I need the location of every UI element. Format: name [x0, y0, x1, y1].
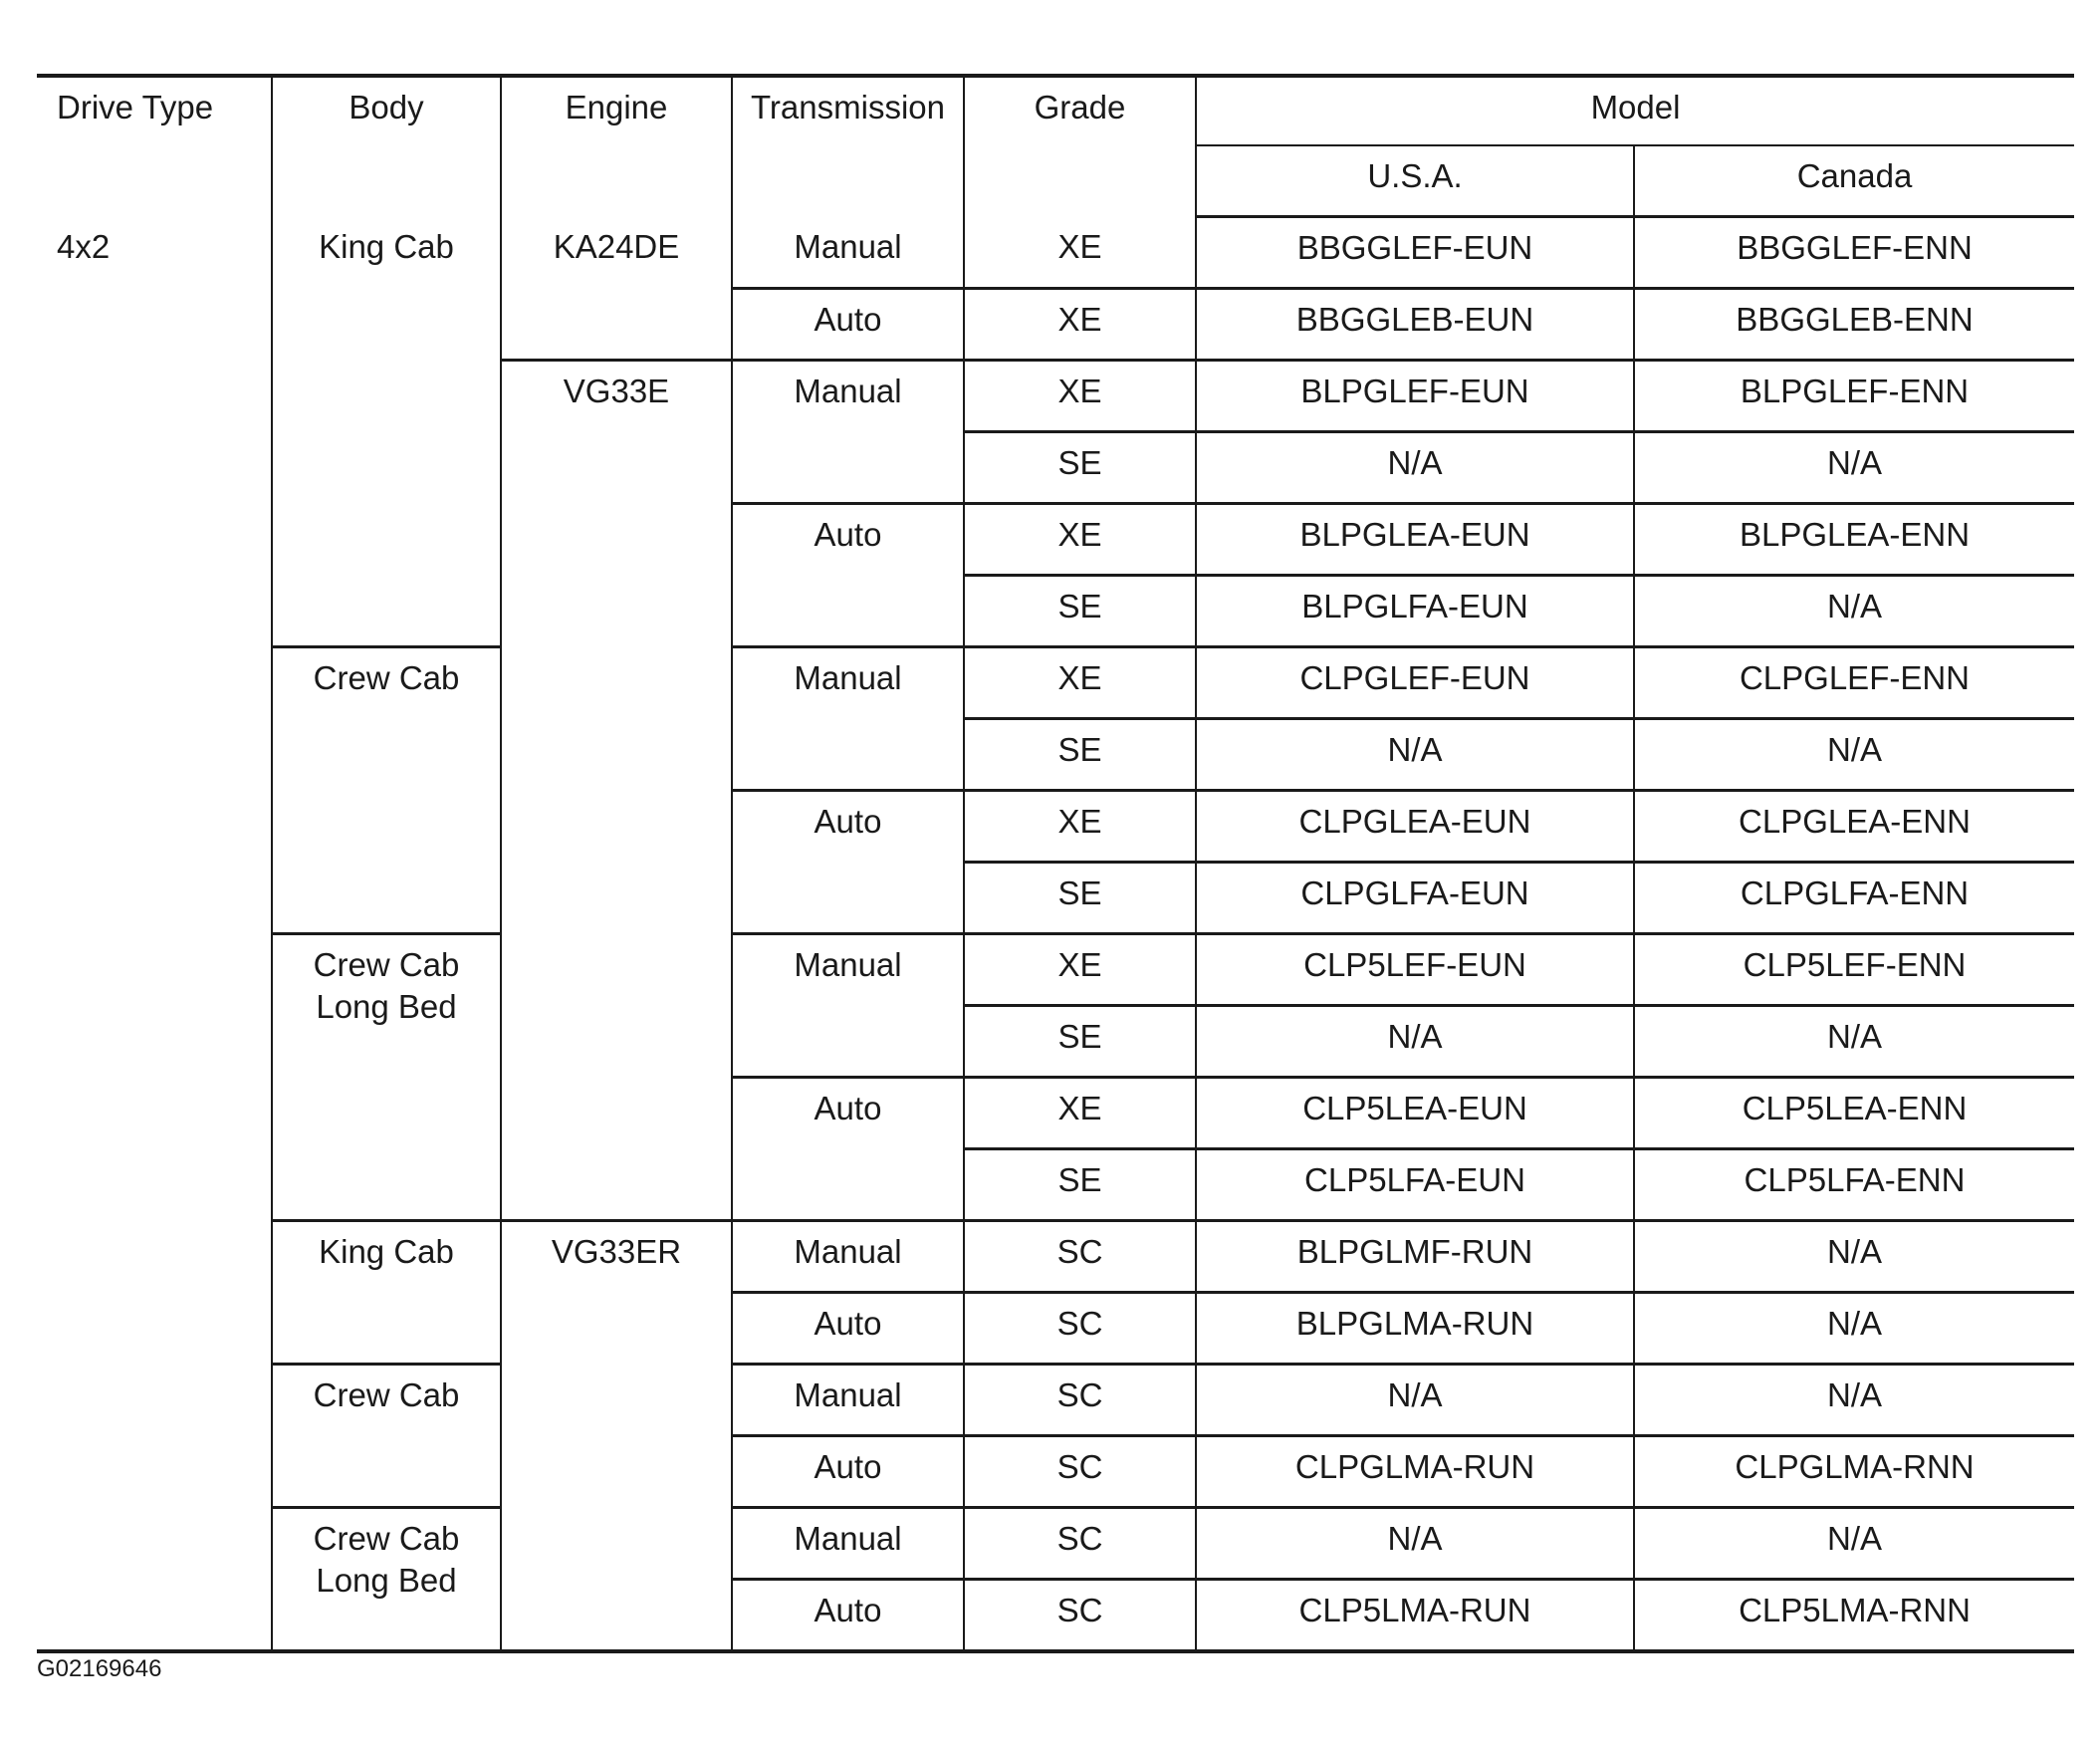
transmission-cell: Auto [732, 504, 964, 647]
transmission-cell: Manual [732, 361, 964, 504]
transmission-cell: Manual [732, 1365, 964, 1436]
engine-cell: VG33ER [501, 1221, 732, 1652]
header-usa: U.S.A. [1196, 145, 1634, 217]
header-model: Model [1196, 76, 2074, 145]
transmission-cell: Auto [732, 1293, 964, 1365]
canada-model-cell: N/A [1634, 1006, 2074, 1078]
usa-model-cell: N/A [1196, 1006, 1634, 1078]
header-engine: Engine [501, 76, 732, 217]
grade-cell: SE [964, 1149, 1196, 1221]
body-cell: Crew Cab [272, 1365, 501, 1508]
grade-cell: XE [964, 1078, 1196, 1149]
usa-model-cell: CLPGLEA-EUN [1196, 791, 1634, 863]
canada-model-cell: N/A [1634, 576, 2074, 647]
grade-cell: XE [964, 934, 1196, 1006]
canada-model-cell: N/A [1634, 1508, 2074, 1580]
grade-cell: SC [964, 1221, 1196, 1293]
usa-model-cell: N/A [1196, 719, 1634, 791]
transmission-cell: Auto [732, 1436, 964, 1508]
usa-model-cell: N/A [1196, 432, 1634, 504]
transmission-cell: Auto [732, 1580, 964, 1652]
canada-model-cell: BLPGLEF-ENN [1634, 361, 2074, 432]
body-line-2: Long Bed [316, 988, 457, 1025]
header-grade: Grade [964, 76, 1196, 217]
usa-model-cell: BBGGLEF-EUN [1196, 217, 1634, 289]
header-drive-type: Drive Type [57, 89, 214, 125]
canada-model-cell: N/A [1634, 1221, 2074, 1293]
usa-model-cell: N/A [1196, 1508, 1634, 1580]
usa-model-cell: BLPGLMA-RUN [1196, 1293, 1634, 1365]
usa-model-cell: BBGGLEB-EUN [1196, 289, 1634, 361]
transmission-cell: Manual [732, 1508, 964, 1580]
transmission-cell: Auto [732, 1078, 964, 1221]
transmission-cell: Manual [732, 934, 964, 1078]
body-cell: Crew Cab [272, 647, 501, 934]
usa-model-cell: CLPGLEF-EUN [1196, 647, 1634, 719]
grade-cell: SE [964, 432, 1196, 504]
drive-type-cell: 4x2 [37, 217, 272, 1652]
canada-model-cell: BBGGLEB-ENN [1634, 289, 2074, 361]
canada-model-cell: N/A [1634, 432, 2074, 504]
grade-cell: SC [964, 1508, 1196, 1580]
canada-model-cell: CLPGLEA-ENN [1634, 791, 2074, 863]
transmission-cell: Manual [732, 217, 964, 289]
grade-cell: XE [964, 289, 1196, 361]
transmission-cell: Manual [732, 1221, 964, 1293]
grade-cell: SC [964, 1436, 1196, 1508]
grade-cell: SC [964, 1580, 1196, 1652]
canada-model-cell: CLP5LFA-ENN [1634, 1149, 2074, 1221]
table-row [37, 1365, 2074, 1436]
canada-model-cell: CLP5LMA-RNN [1634, 1580, 2074, 1652]
grade-cell: SE [964, 576, 1196, 647]
usa-model-cell: CLPGLMA-RUN [1196, 1436, 1634, 1508]
body-line-1: Crew Cab [313, 946, 460, 983]
body-line-2: Long Bed [316, 1562, 457, 1599]
usa-model-cell: BLPGLMF-RUN [1196, 1221, 1634, 1293]
table-row [37, 1508, 2074, 1580]
grade-cell: XE [964, 647, 1196, 719]
body-cell: King Cab [272, 217, 501, 647]
grade-cell: XE [964, 217, 1196, 289]
grade-cell: XE [964, 504, 1196, 576]
header-body: Body [272, 76, 501, 217]
body-cell [272, 934, 501, 1221]
usa-model-cell: BLPGLEA-EUN [1196, 504, 1634, 576]
canada-model-cell: CLPGLEF-ENN [1634, 647, 2074, 719]
transmission-cell: Manual [732, 647, 964, 791]
table-row [37, 1221, 2074, 1293]
grade-cell: SE [964, 719, 1196, 791]
transmission-cell: Auto [732, 791, 964, 934]
body-line-1: Crew Cab [313, 1520, 460, 1557]
body-cell [272, 1508, 501, 1652]
usa-model-cell: CLP5LEF-EUN [1196, 934, 1634, 1006]
usa-model-cell: CLP5LEA-EUN [1196, 1078, 1634, 1149]
canada-model-cell: BBGGLEF-ENN [1634, 217, 2074, 289]
usa-model-cell: BLPGLEF-EUN [1196, 361, 1634, 432]
model-code-table [37, 74, 2074, 1653]
usa-model-cell: CLP5LFA-EUN [1196, 1149, 1634, 1221]
grade-cell: SE [964, 1006, 1196, 1078]
grade-cell: XE [964, 361, 1196, 432]
engine-cell: KA24DE [501, 217, 732, 361]
usa-model-cell: CLP5LMA-RUN [1196, 1580, 1634, 1652]
canada-model-cell: CLP5LEF-ENN [1634, 934, 2074, 1006]
usa-model-cell: BLPGLFA-EUN [1196, 576, 1634, 647]
grade-cell: SE [964, 863, 1196, 934]
table-row [37, 934, 2074, 1006]
table-row [37, 647, 2074, 719]
canada-model-cell: N/A [1634, 719, 2074, 791]
body-cell: King Cab [272, 1221, 501, 1365]
grade-cell: SC [964, 1293, 1196, 1365]
canada-model-cell: CLP5LEA-ENN [1634, 1078, 2074, 1149]
canada-model-cell: N/A [1634, 1293, 2074, 1365]
grade-cell: XE [964, 791, 1196, 863]
engine-cell: VG33E [501, 361, 732, 1221]
transmission-cell: Auto [732, 289, 964, 361]
usa-model-cell: N/A [1196, 1365, 1634, 1436]
figure-reference-code: G02169646 [37, 1655, 162, 1682]
canada-model-cell: CLPGLFA-ENN [1634, 863, 2074, 934]
table-row [37, 217, 2074, 289]
header-transmission: Transmission [732, 76, 964, 217]
canada-model-cell: CLPGLMA-RNN [1634, 1436, 2074, 1508]
canada-model-cell: N/A [1634, 1365, 2074, 1436]
canada-model-cell: BLPGLEA-ENN [1634, 504, 2074, 576]
grade-cell: SC [964, 1365, 1196, 1436]
usa-model-cell: CLPGLFA-EUN [1196, 863, 1634, 934]
header-canada: Canada [1634, 145, 2074, 217]
